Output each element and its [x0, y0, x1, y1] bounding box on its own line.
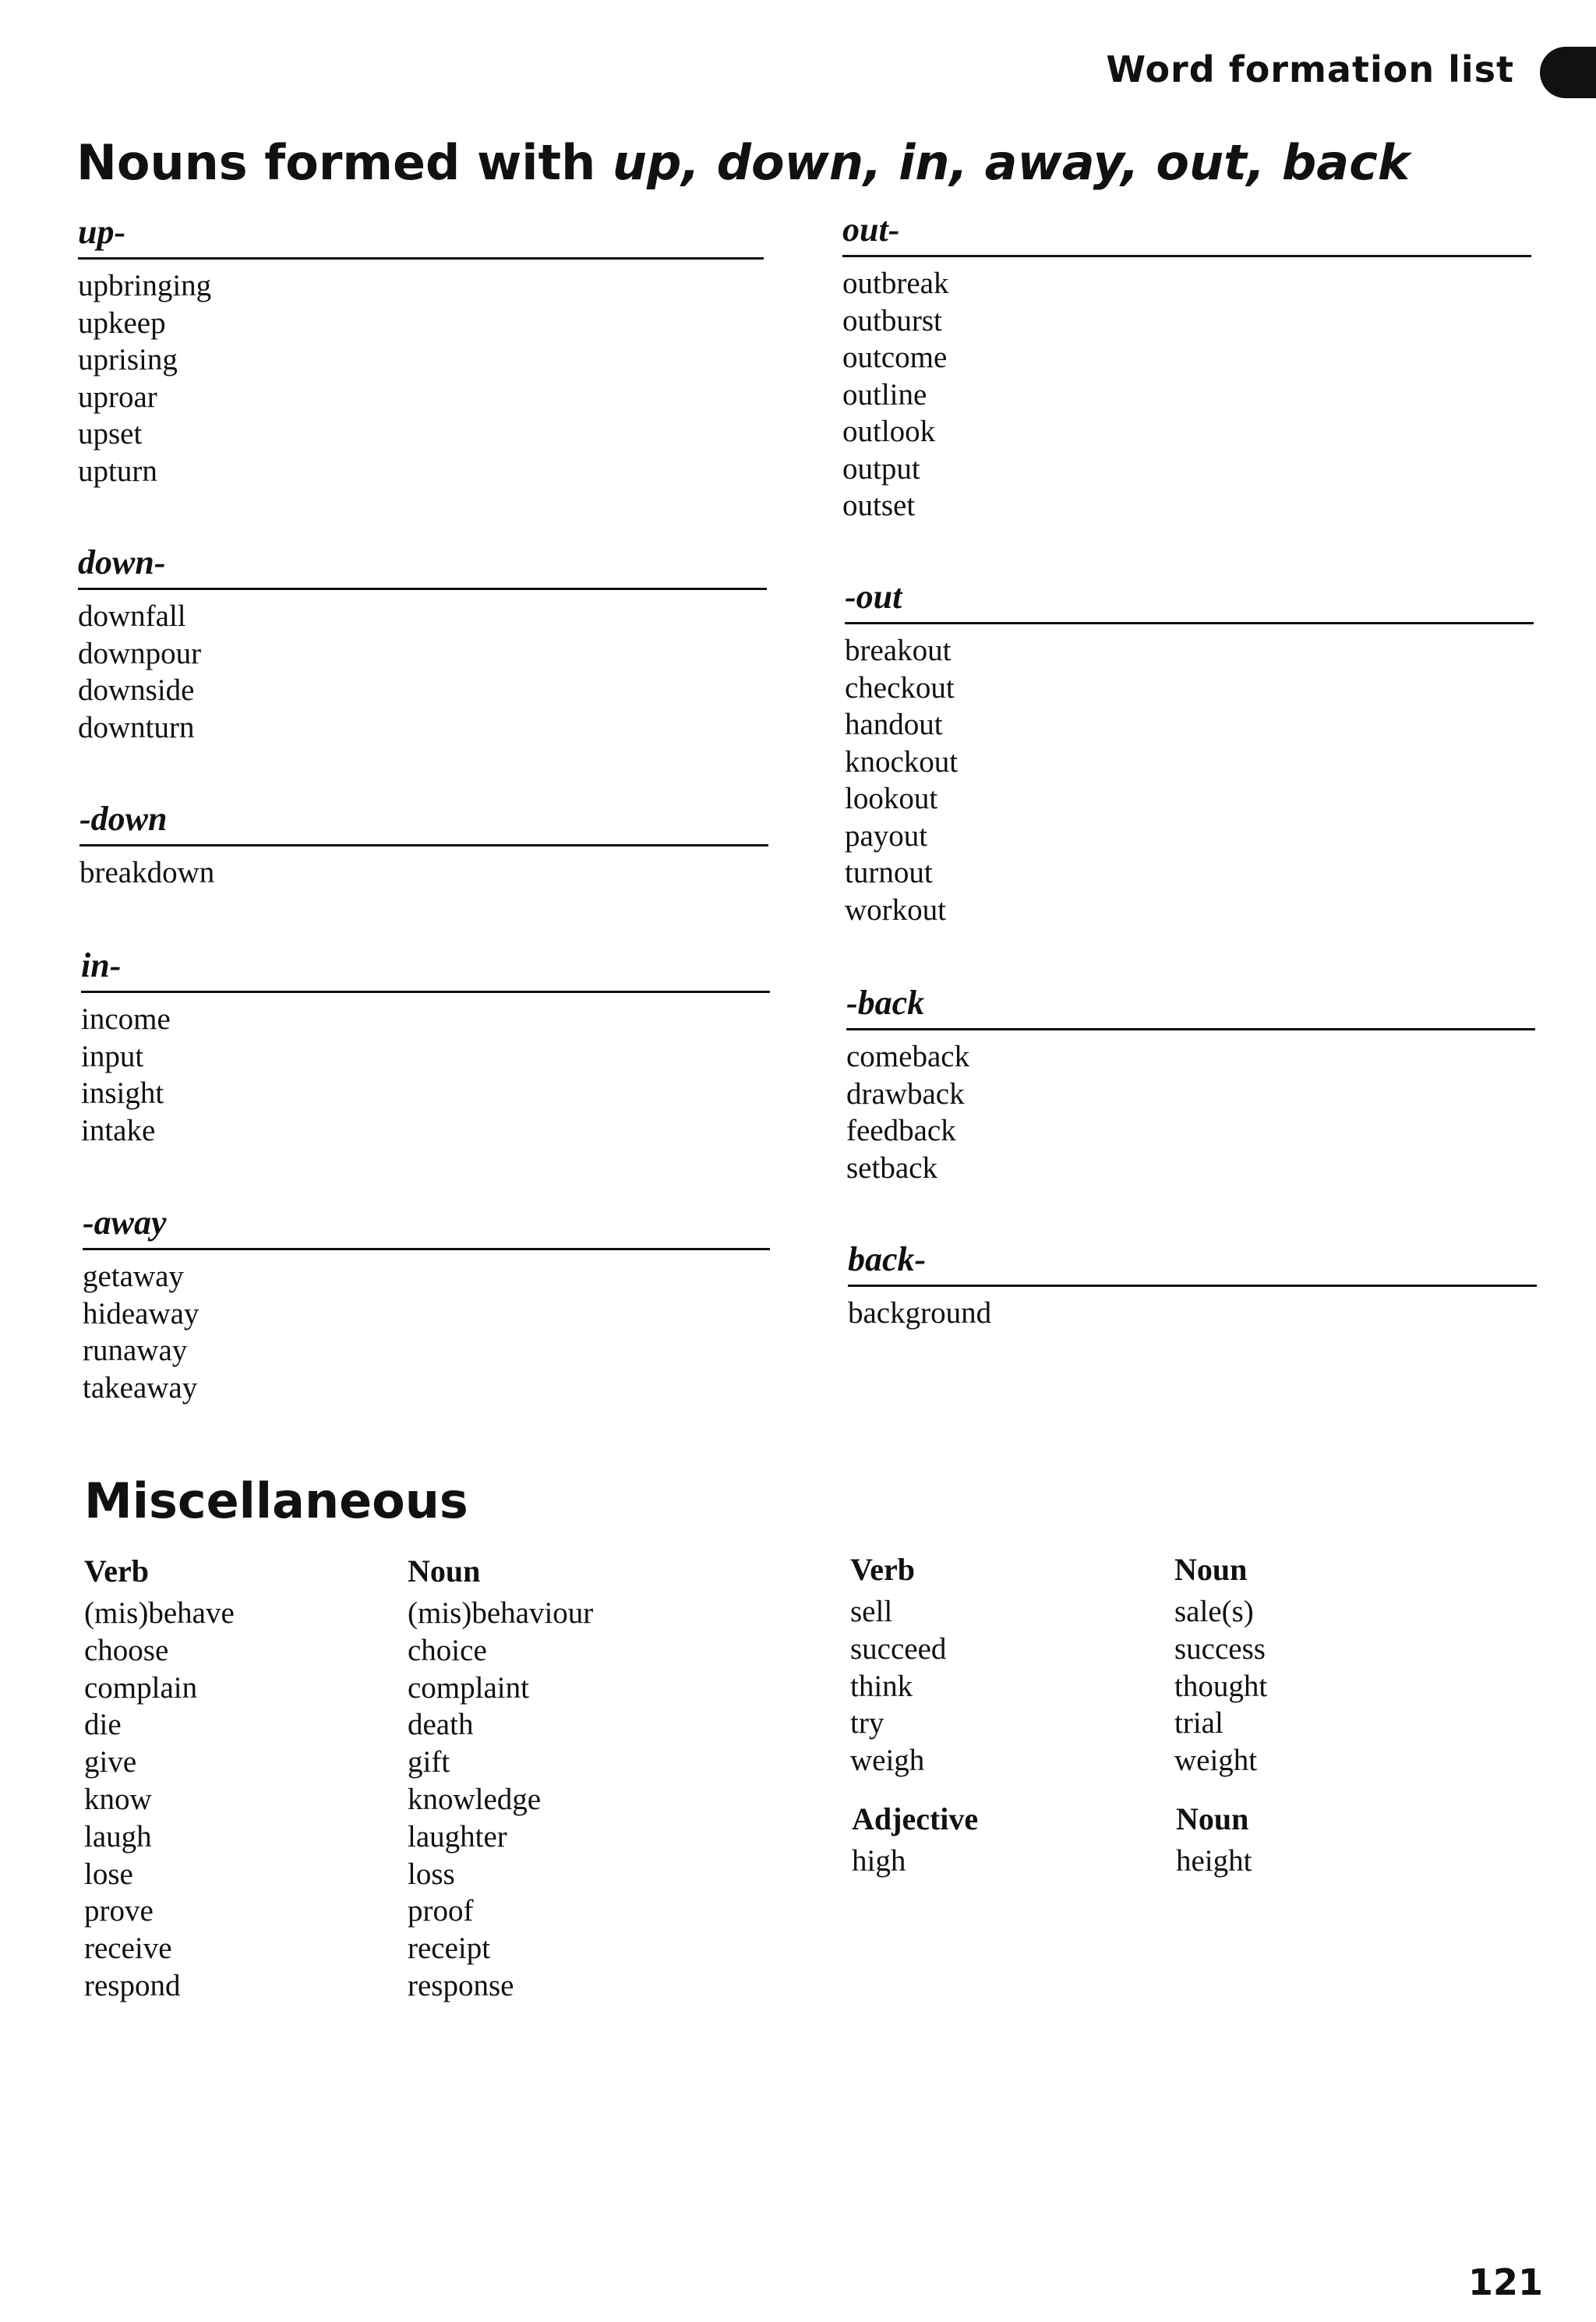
list-item: downfall [78, 599, 186, 633]
word-list [845, 632, 1534, 928]
list-item: response [408, 1968, 514, 2002]
list-item: outcome [842, 341, 948, 374]
list-item: know [84, 1782, 152, 1816]
column-header: Verb [84, 1553, 149, 1589]
list-item: getaway [83, 1260, 184, 1293]
divider [79, 844, 768, 846]
section-down-suffix [79, 799, 768, 892]
list-item: setback [846, 1150, 937, 1185]
word-list [852, 1843, 978, 1880]
word-list [84, 1595, 235, 2005]
list-item: hideaway [83, 1296, 200, 1331]
divider [83, 1248, 770, 1250]
list-item: upturn [78, 454, 157, 488]
section-in [81, 945, 770, 1149]
list-item: lookout [845, 782, 938, 815]
list-item: checkout [845, 670, 955, 705]
list-item: trial [1174, 1706, 1223, 1741]
list-item: workout [845, 892, 946, 927]
misc-left-verbs [84, 1553, 235, 2005]
list-item: outset [842, 489, 916, 522]
list-item: die [84, 1708, 122, 1742]
word-list [81, 1001, 770, 1149]
page-title-emphasis: up, down, in, away, out, back [612, 134, 1411, 191]
word-list [850, 1593, 946, 1779]
misc-right-nouns [1174, 1551, 1267, 1779]
section-heading: down- [78, 543, 166, 581]
list-item: (mis)behave [84, 1596, 235, 1630]
list-item: insight [81, 1076, 164, 1110]
divider [846, 1028, 1535, 1030]
divider [848, 1285, 1537, 1287]
list-item: choose [84, 1633, 169, 1667]
list-item: outlook [842, 415, 936, 448]
misc-adjective-nouns [1176, 1801, 1252, 1880]
list-item: uprising [78, 343, 178, 376]
misc-adjectives [852, 1801, 978, 1880]
list-item: upbringing [78, 269, 212, 302]
list-item: height [1176, 1844, 1252, 1878]
list-item: downturn [78, 710, 195, 744]
divider [842, 255, 1531, 257]
list-item: input [81, 1039, 144, 1073]
section-away [83, 1203, 770, 1406]
word-list [846, 1038, 1535, 1186]
section-out-prefix [842, 210, 1531, 525]
list-item: gift [408, 1745, 450, 1779]
page-number: 121 [1467, 2261, 1543, 2303]
list-item: death [408, 1708, 474, 1742]
word-list [78, 598, 767, 746]
list-item: succeed [850, 1631, 947, 1666]
thumb-tab-marker [1540, 47, 1596, 98]
list-item: sale(s) [1174, 1595, 1254, 1628]
list-item: thought [1174, 1669, 1268, 1703]
column-header: Adjective [852, 1801, 979, 1836]
list-item: choice [408, 1633, 487, 1667]
list-item: high [852, 1844, 906, 1878]
list-item: runaway [83, 1334, 188, 1367]
list-item: background [848, 1296, 992, 1330]
column-header: Noun [1176, 1801, 1249, 1836]
section-back-prefix [848, 1239, 1537, 1332]
list-item: give [84, 1745, 137, 1779]
list-item: proof [408, 1894, 474, 1928]
column-header: Noun [408, 1553, 481, 1589]
word-list [1176, 1843, 1252, 1880]
word-list [848, 1295, 1537, 1332]
page-title [76, 134, 1411, 191]
divider [845, 622, 1534, 624]
running-header: Word formation list [1106, 48, 1514, 90]
list-item: downpour [78, 636, 202, 670]
list-item: feedback [846, 1114, 956, 1147]
section-heading: back- [848, 1240, 927, 1278]
list-item: comeback [846, 1040, 970, 1073]
word-list [408, 1595, 593, 2005]
misc-right-verbs [850, 1551, 946, 1779]
section-out-suffix [845, 577, 1534, 928]
section-heading: -back [846, 984, 925, 1022]
list-item: think [850, 1669, 913, 1703]
word-list [79, 854, 768, 892]
list-item: weight [1174, 1744, 1258, 1778]
list-item: output [842, 451, 920, 486]
section-heading: -down [79, 800, 168, 838]
list-item: knockout [845, 744, 959, 779]
list-item: (mis)behaviour [408, 1596, 594, 1630]
section-down-prefix [78, 543, 767, 746]
list-item: loss [408, 1857, 455, 1891]
section-heading: -out [845, 578, 902, 616]
list-item: complaint [408, 1670, 529, 1705]
divider [81, 991, 770, 993]
misc-left-nouns [408, 1553, 593, 2005]
list-item: knowledge [408, 1782, 542, 1816]
word-list [1174, 1593, 1267, 1779]
word-list [78, 267, 764, 489]
list-item: outline [842, 377, 927, 412]
list-item: intake [81, 1113, 156, 1147]
list-item: receive [84, 1931, 172, 1966]
divider [78, 257, 764, 260]
list-item: try [850, 1706, 885, 1741]
word-list [842, 265, 1531, 525]
list-item: sell [850, 1595, 893, 1628]
section-up [78, 212, 764, 489]
list-item: uproar [78, 380, 157, 414]
list-item: laughter [408, 1819, 507, 1854]
list-item: drawback [846, 1076, 965, 1111]
list-item: handout [845, 708, 943, 741]
section-heading: -away [83, 1203, 167, 1242]
column-header: Verb [850, 1552, 915, 1587]
divider [78, 588, 767, 590]
list-item: lose [84, 1857, 133, 1891]
list-item: takeaway [83, 1370, 198, 1405]
section-back-suffix [846, 983, 1535, 1186]
column-header: Noun [1174, 1552, 1248, 1587]
section-heading: up- [78, 213, 126, 251]
page-title-prefix: Nouns formed with [76, 134, 613, 191]
list-item: upset [78, 417, 143, 451]
list-item: success [1174, 1631, 1266, 1666]
list-item: breakout [845, 634, 952, 667]
section-heading: in- [81, 946, 122, 984]
list-item: breakdown [79, 856, 215, 889]
list-item: outburst [842, 303, 942, 338]
list-item: prove [84, 1894, 154, 1928]
list-item: payout [845, 818, 928, 853]
list-item: downside [78, 673, 195, 707]
word-list [83, 1258, 770, 1406]
list-item: respond [84, 1968, 181, 2002]
list-item: laugh [84, 1819, 152, 1854]
list-item: turnout [845, 856, 933, 889]
list-item: income [81, 1002, 171, 1036]
list-item: upkeep [78, 306, 166, 340]
list-item: complain [84, 1670, 198, 1705]
misc-section-title: Miscellaneous [84, 1472, 468, 1529]
section-heading: out- [842, 210, 900, 249]
list-item: weigh [850, 1744, 925, 1778]
list-item: outbreak [842, 267, 949, 300]
list-item: receipt [408, 1931, 491, 1966]
